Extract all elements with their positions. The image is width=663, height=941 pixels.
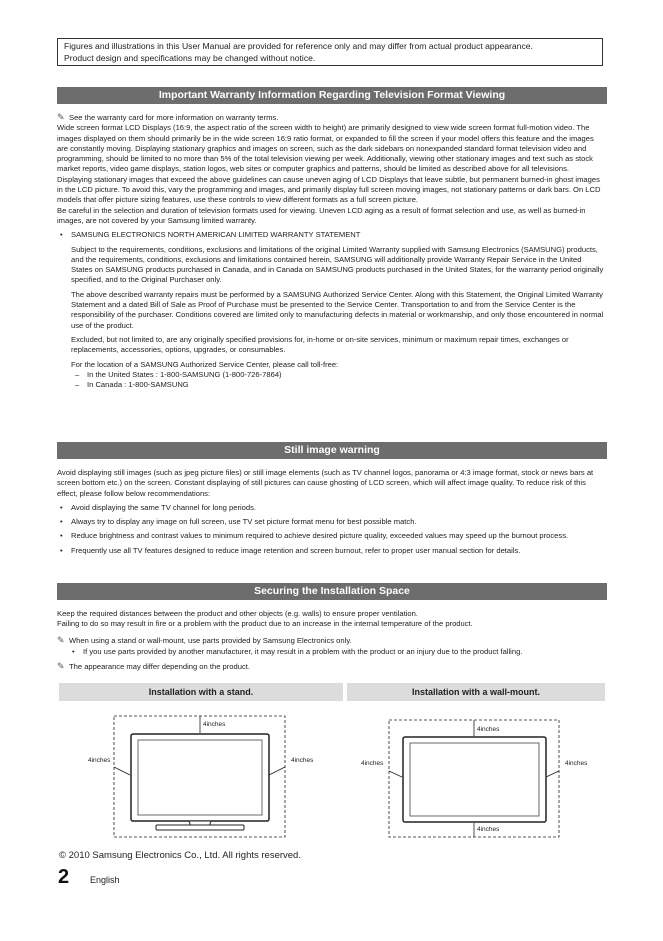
- tv-stand-base: [156, 825, 244, 830]
- wall-mount-diagram: [347, 705, 605, 845]
- page-language: English: [90, 875, 120, 885]
- warranty-sub-2: The above described warranty repairs must be performed by a SAMSUNG Authorized Service Center. Along with this Statement, the Original Limited Warranty Statement and a dated Bill of Sale as Proof of Purchase must be presented to the Service Center. Transportation to and from the Service Center is the responsibility of the purchaser. Conditions covered are limited only to manufacturing defects in material or workmanship, and only those encountered in normal use of the product.: [71, 289, 604, 330]
- wall-mount-header: Installation with a wall-mount.: [347, 683, 605, 701]
- stand-header: Installation with a stand.: [59, 683, 343, 701]
- stand-diagram: [59, 705, 343, 845]
- top-distance-label: 4inches: [477, 726, 500, 733]
- phone-canada: – In Canada : 1-800-SAMSUNG: [71, 380, 605, 390]
- note-pencil-icon: ✎: [57, 112, 65, 122]
- warranty-sub-1: Subject to the requirements, conditions, exclusions and limitations of the original Limited Warranty supplied with Samsung Electronics (SAMSUNG) products, and the requirements, conditions, exclusions and limitations contained herein, SAMSUNG will additionally provide Warranty Repair Service in the United States on SAMSUNG products purchased in Canada, and in Canada on SAMSUNG products purchased in the United States, for the warranty period originally specified, and to the Original Purchaser only.: [71, 244, 604, 285]
- note-pencil-icon: ✎: [57, 661, 65, 672]
- disclaimer-line-2: Product design and specifications may be changed without notice.: [64, 53, 316, 63]
- warranty-paragraph-2: Be careful in the selection and duration of television formats used for viewing. Uneven LCD aging as a result of format selection and use, as well as burned-in images, are not covered by your Samsung limited warranty.: [57, 205, 586, 225]
- right-clearance-line: [546, 771, 559, 777]
- still-image-body: [57, 468, 605, 556]
- copyright: © 2010 Samsung Electronics Co., Ltd. All rights reserved.: [59, 850, 301, 861]
- left-clearance-line: [389, 771, 402, 777]
- still-image-heading: Still image warning: [57, 442, 607, 459]
- right-clearance-line: [269, 767, 285, 775]
- still-item-1: • Avoid displaying the same TV channel for long periods.: [57, 503, 605, 513]
- installation-note-1-sub: • If you use parts provided by another manufacturer, it may result in a problem with the product or an injury due to the product falling.: [69, 647, 605, 657]
- still-item-4: • Frequently use all TV features designed to reduce image retention and screen burnout, refer to proper user manual section for details.: [57, 546, 605, 556]
- installation-note-2: ✎ The appearance may differ depending on the product.: [57, 661, 250, 672]
- still-item-3: • Reduce brightness and contrast values to minimum required to achieve desired picture quality, exceeded values may speed up the burnout process.: [57, 531, 605, 541]
- tv-body: [131, 734, 269, 821]
- top-distance-label: 4inches: [203, 721, 226, 728]
- phone-us: – In the United States : 1-800-SAMSUNG (1-800-726-7864): [71, 370, 605, 380]
- warranty-body: [57, 112, 605, 390]
- left-distance-label: 4inches: [361, 760, 384, 767]
- bottom-distance-label: 4inches: [477, 826, 500, 833]
- still-image-intro: Avoid displaying still images (such as jpeg picture files) or still image elements (such as TV channel logos, panorama or 4:3 image format, stock or news bars at screen bottom etc.) on the screen. Constant displaying of still pictures can cause ghosting of LCD screen, which will affect image quality. To reduce risk of this effect, please follow below recommendations:: [57, 468, 594, 498]
- page-number: 2: [58, 866, 70, 888]
- note-pencil-icon: ✎: [57, 634, 65, 645]
- warranty-sub-4: For the location of a SAMSUNG Authorized Service Center, please call toll-free:: [71, 359, 339, 369]
- tv-body: [403, 737, 546, 822]
- installation-body: [57, 609, 605, 672]
- left-distance-label: 4inches: [88, 757, 111, 764]
- installation-note-1: ✎ When using a stand or wall-mount, use parts provided by Samsung Electronics only.: [57, 634, 352, 645]
- installation-heading: Securing the Installation Space: [57, 583, 607, 600]
- warranty-paragraph-1: Wide screen format LCD Displays (16:9, the aspect ratio of the screen width to height) are primarily designed to view wide screen format full-motion video. The images displayed on them should primarily be in the wide screen 16:9 ratio format, or expanded to fill the screen if your model offers this feature and the images are constantly moving. Displaying stationary graphics and images on screen, such as the dark sidebars on nonexpanded standard format television video and programming, should be limited to no more than 5% of the total television viewing per week. Additionally, viewing other stationary images and text such as stock market reports, video game displays, station logos, web sites or computer graphics and patterns, should be limited as described above for all televisions. Displaying stationary images that exceed the above guidelines can cause uneven aging of LCD Displays that leave subtle, but permanent burned-in ghost images in the LCD picture. To avoid this, vary the programming and images, and primarily display full screen moving images, not stationary patterns or dark bars. On LCD models that offer picture sizing features, use these controls to view different formats as a full screen picture.: [57, 123, 601, 205]
- warranty-sub-3: Excluded, but not limited to, are any originally specified provisions for, in-home or on-site services, minimum or maximum repair times, exchanges or replacements, accessories, options, upgrades, or consumables.: [71, 334, 569, 355]
- warranty-note: ✎ See the warranty card for more information on warranty terms.: [57, 112, 279, 122]
- disclaimer-box: [57, 38, 603, 66]
- right-distance-label: 4inches: [565, 760, 588, 767]
- installation-line-2: Failing to do so may result in fire or a problem with the product due to an increase in the internal temperature of the product.: [57, 619, 473, 629]
- still-item-2: • Always try to display any image on full screen, use TV set picture format menu for best possible match.: [57, 517, 605, 527]
- warranty-statement-bullet: • SAMSUNG ELECTRONICS NORTH AMERICAN LIMITED WARRANTY STATEMENT: [57, 230, 605, 240]
- warranty-heading: Important Warranty Information Regarding Television Format Viewing: [57, 87, 607, 104]
- right-distance-label: 4inches: [291, 757, 314, 764]
- installation-line-1: Keep the required distances between the product and other objects (e.g. walls) to ensure proper ventilation.: [57, 609, 418, 618]
- left-clearance-line: [114, 767, 130, 775]
- disclaimer-line-1: Figures and illustrations in this User Manual are provided for reference only and may differ from actual product appearance.: [64, 41, 533, 51]
